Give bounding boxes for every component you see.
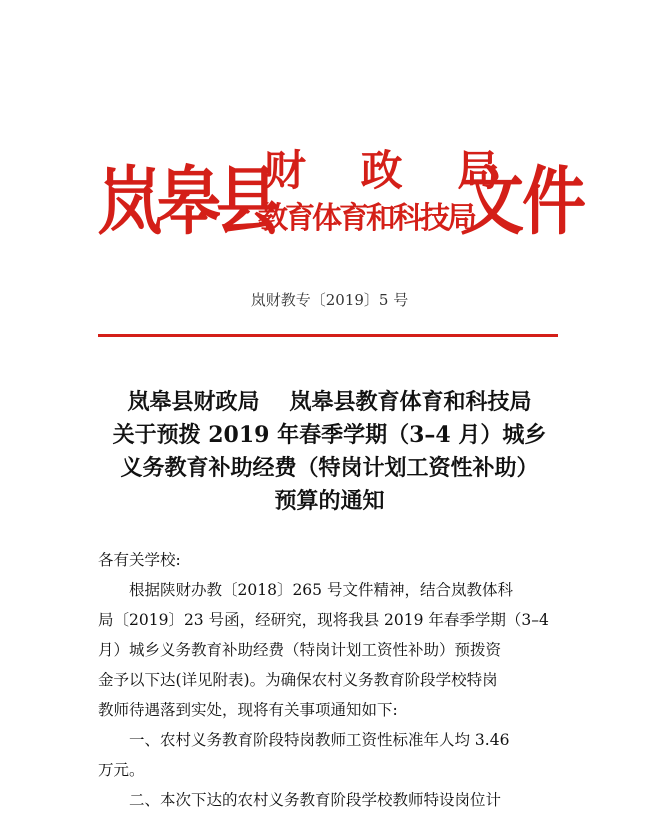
paragraph-1 [98,575,560,725]
salutation: 各有关学校: [98,551,181,569]
item-1 [98,725,560,785]
document-title [88,386,571,518]
paragraph-1-line: 根据陕财办教〔2018〕265 号文件精神，结合岚教体科 [129,581,513,599]
title-line-2: 关于预拨 2019 年春季学期（3–4 月）城乡 [112,422,547,448]
item-2 [98,785,560,815]
paragraph-1-line: 月）城乡义务教育补助经费（特岗计划工资性补助）预拨资 [98,641,502,659]
paragraph-1-line: 局〔2019〕23 号函，经研究，现将我县 2019 年春季学期（3–4 [98,611,549,629]
title-line-3: 义务教育补助经费（特岗计划工资性补助） [120,455,539,481]
letterhead-doc-type: 文件 [460,160,584,246]
document-number: 岚财教专〔2019〕5 号 [250,291,409,309]
item-1-line: 万元。 [98,761,145,779]
title-line-1 [88,386,571,419]
item-2-line: 二、本次下达的农村义务教育阶段学校教师特设岗位计 [129,791,502,809]
paragraph-1-line: 金予以下达(详见附表)。为确保农村义务教育阶段学校特岗 [98,671,498,689]
letterhead-county: 岚皋县 [98,160,275,246]
paragraph-1-line: 教师待遇落到实处，现将有关事项通知如下: [98,701,398,719]
letterhead-finance-bureau: 财 政 局 [264,146,520,195]
letterhead-education-bureau: 教育体育和科技局 [258,201,474,236]
document-body [98,545,560,815]
letterhead-departments [258,146,520,240]
title-issuer-education: 岚皋县教育体育和科技局 [289,389,532,415]
item-1-line: 一、农村义务教育阶段特岗教师工资性标准年人均 3.46 [129,731,510,749]
red-divider-rule [98,334,558,337]
title-issuer-finance: 岚皋县财政局 [127,389,260,415]
title-line-4: 预算的通知 [274,488,385,514]
